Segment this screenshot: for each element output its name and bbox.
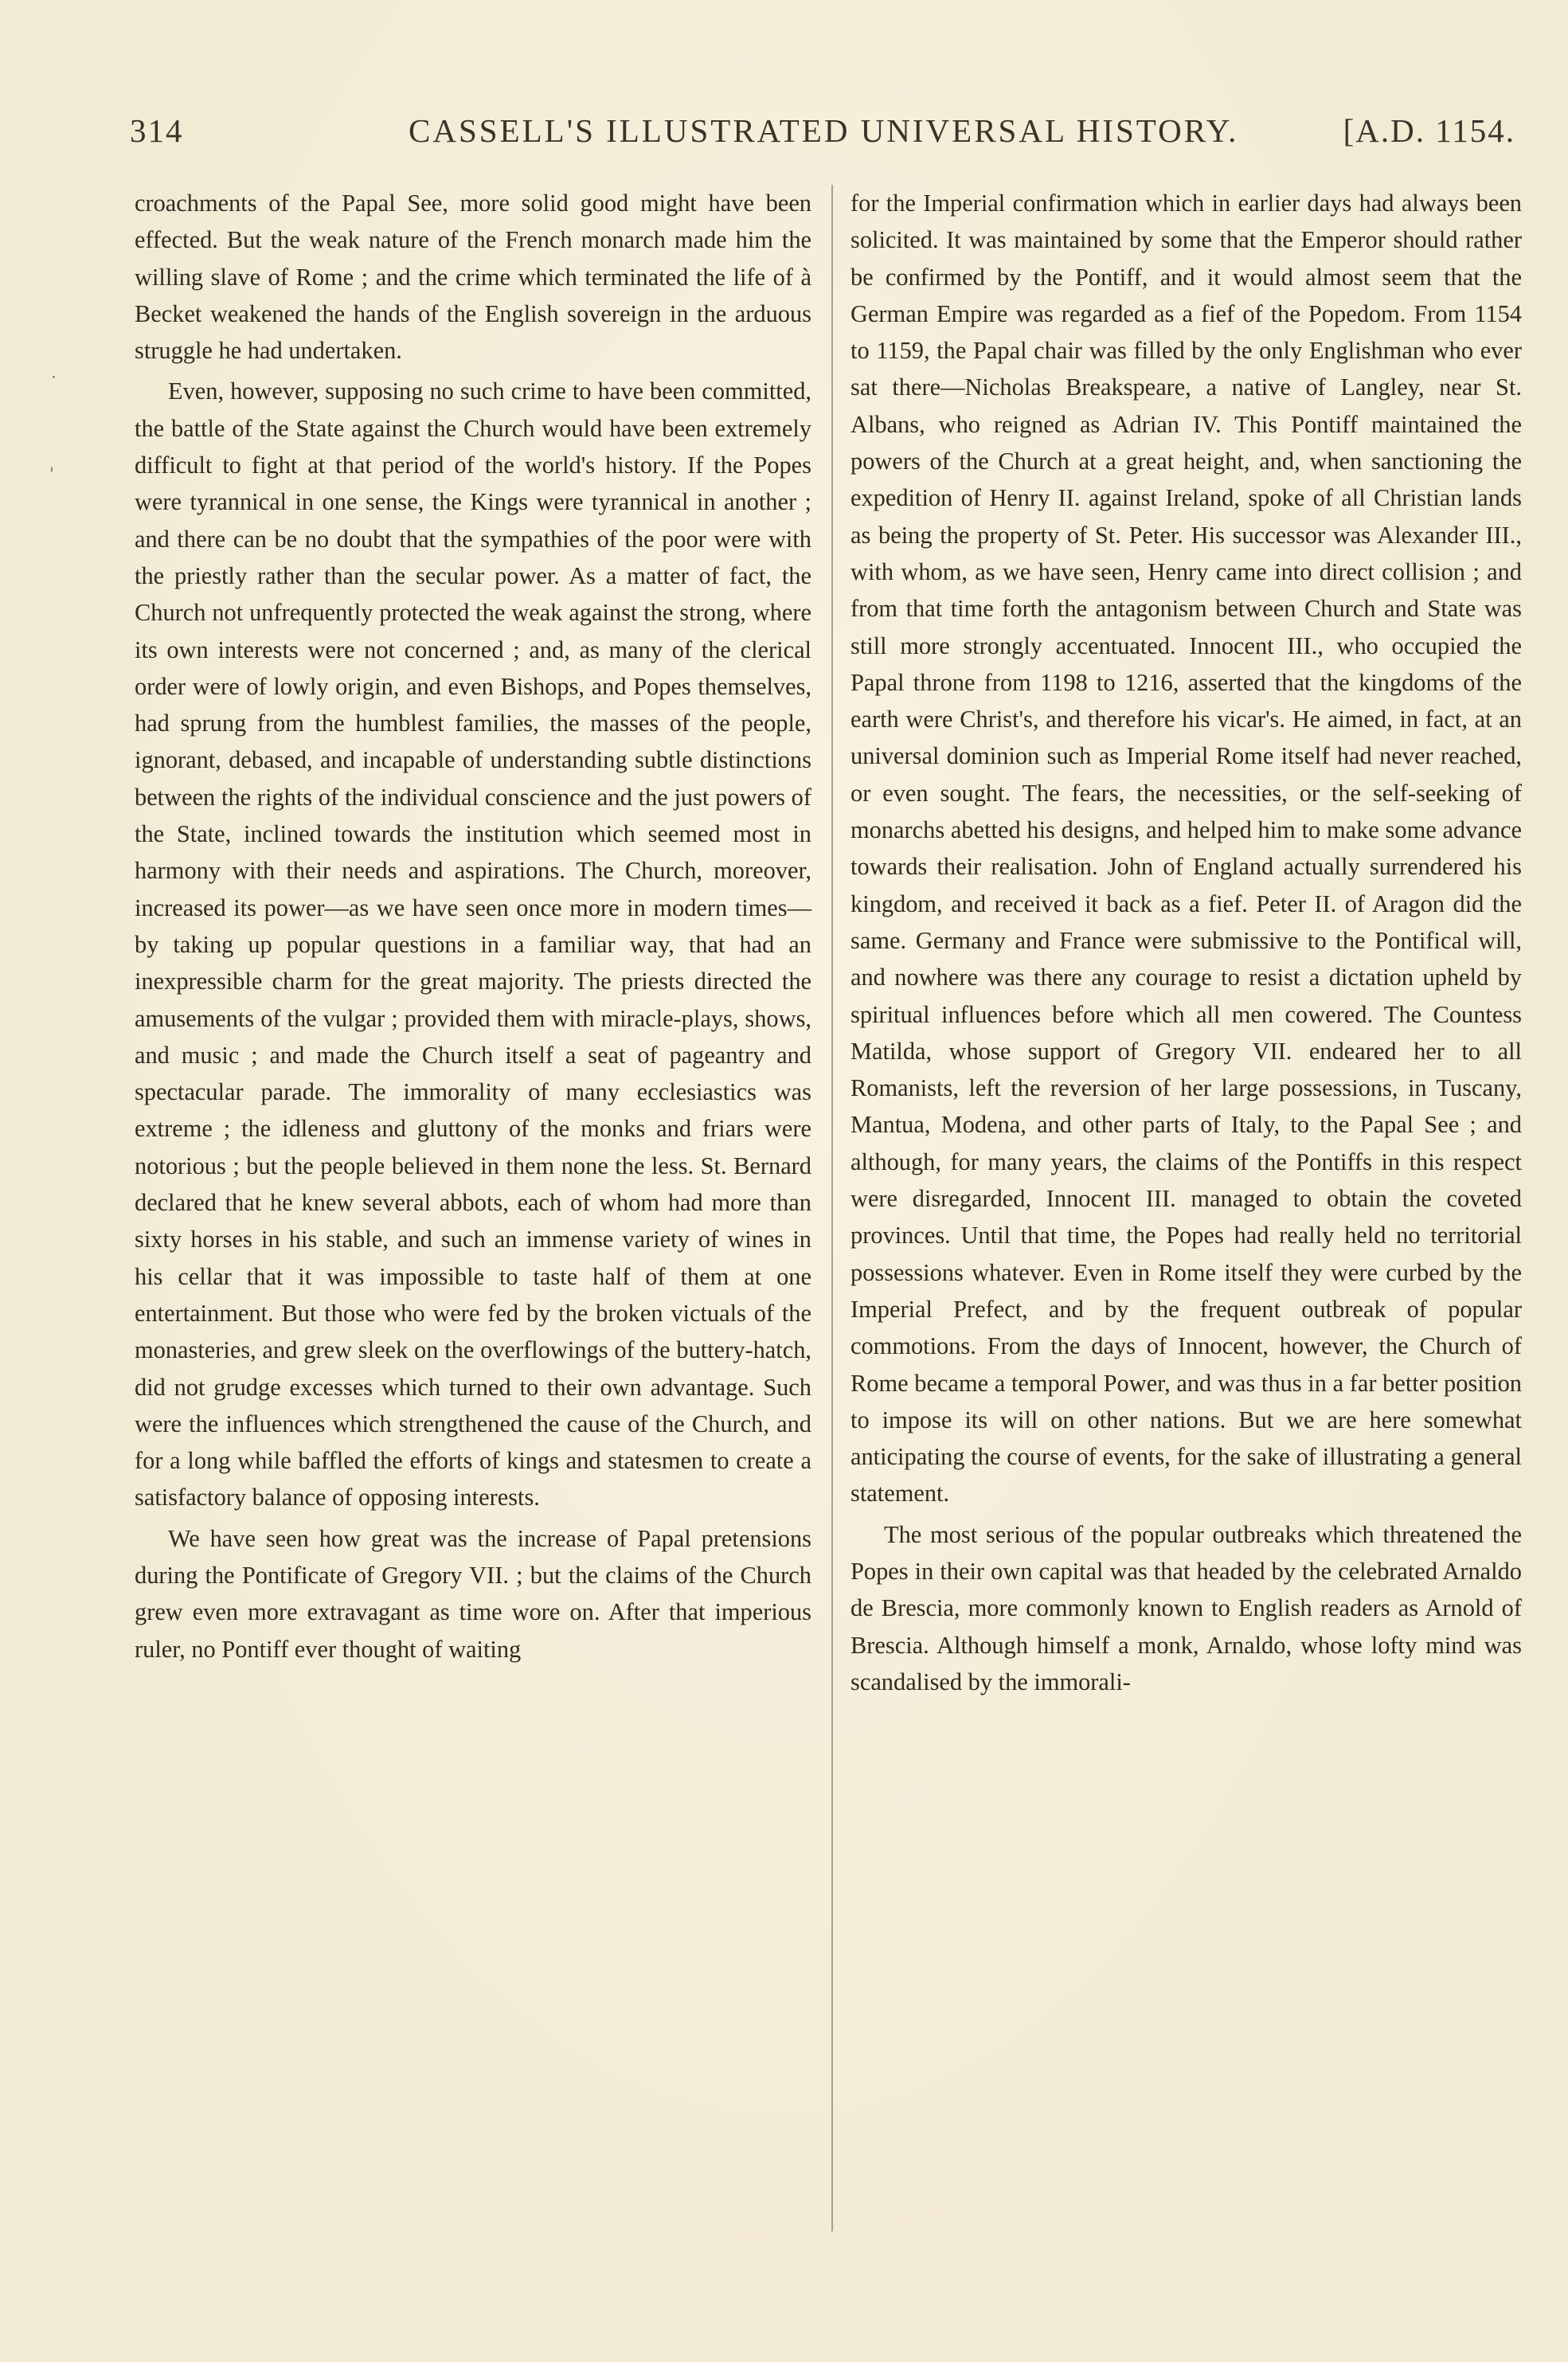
column-divider	[831, 185, 833, 2231]
right-column	[850, 185, 1522, 1700]
margin-tick-mark: ˌ	[49, 454, 55, 474]
running-title: CASSELL'S ILLUSTRATED UNIVERSAL HISTORY.	[409, 112, 1239, 149]
paragraph: Even, however, supposing no such crime to have been committed, the battle of the State against the Church would have been extremely difficult to fight at that period of the world's history. If the Popes were tyrannical in one sense, the Kings were tyrannical in another ; and there can be no doubt that the sympathies of the poor were with the priestly rather than the secular power. As a matter of fact, the Church not unfrequently protected the weak against the strong, where its own interests were not concerned ; and, as many of the clerical order were of lowly origin, and even Bishops, and Popes themselves, had sprung from the humblest families, the masses of the people, ignorant, debased, and incapable of understanding subtle distinctions between the rights of the individual conscience and the just powers of the State, inclined towards the institution which seemed most in harmony with their needs and aspirations. The Church, moreover, increased its power—as we have seen once more in modern times—by taking up popular questions in a familiar way, that had an inexpressible charm for the great majority. The priests directed the amusements of the vulgar ; provided them with miracle-plays, shows, and music ; and made the Church itself a seat of pageantry and spectacular parade. The immorality of many ecclesiastics was extreme ; the idleness and gluttony of the monks and friars were notorious ; but the people believed in them none the less. St. Bernard declared that he knew several abbots, each of whom had more than sixty horses in his stable, and such an immense variety of wines in his cellar that it was impossible to taste half of them at one entertainment. But those who were fed by the broken victuals of the monasteries, and grew sleek on the overflowings of the buttery-hatch, did not grudge excesses which turned to their own advantage. Such were the influences which strengthened the cause of the Church, and for a long while baffled the efforts of kings and statesmen to create a satisfactory balance of opposing interests.	[135, 377, 811, 1511]
left-column	[135, 185, 811, 1668]
paragraph: croachments of the Papal See, more solid good might have been effected. But the weak nature of the French monarch made him the willing slave of Rome ; and the crime which terminated the life of à Becket weakened the hands of the English sovereign in the arduous struggle he had undertaken.	[135, 190, 811, 365]
paragraph: We have seen how great was the increase of Papal pretensions during the Pontificate of Gregory VII. ; but the claims of the Church grew even more extravagant as time wore on. After that imperious ruler, no Pontiff ever thought of waiting	[135, 1524, 811, 1663]
running-head	[130, 111, 1515, 159]
running-date: [A.D. 1154.	[1343, 112, 1515, 149]
margin-tick-mark: ˙	[49, 374, 58, 394]
paragraph: for the Imperial confirmation which in earlier days had always been solicited. It was maintained by some that the Emperor should rather be confirmed by the Pontiff, and it would almost seem that the German Empire was regarded as a fief of the Popedom. From 1154 to 1159, the Papal chair was filled by the only Englishman who ever sat there—Nicholas Breakspeare, a native of Langley, near St. Albans, who reigned as Adrian IV. This Pontiff maintained the powers of the Church at a great height, and, when sanctioning the expedition of Henry II. against Ireland, spoke of all Christian lands as being the property of St. Peter. His successor was Alexander III., with whom, as we have seen, Henry came into direct collision ; and from that time forth the antagonism between Church and State was still more strongly accentuated. Innocent III., who occupied the Papal throne from 1198 to 1216, asserted that the kingdoms of the earth were Christ's, and therefore his vicar's. He aimed, in fact, at an universal dominion such as Imperial Rome itself had never reached, or even sought. The fears, the necessities, or the self-seeking of monarchs abetted his designs, and helped him to make some advance towards their realisation. John of England actually surrendered his kingdom, and received it back as a fief. Peter II. of Aragon did the same. Germany and France were submissive to the Pontifical will, and nowhere was there any courage to resist a dictation upheld by spiritual influences before which all men cowered. The Countess Matilda, whose support of Gregory VII. endeared her to all Romanists, left the reversion of her large possessions, in Tuscany, Mantua, Modena, and other parts of Italy, to the Papal See ; and although, for many years, the claims of the Pontiffs in this respect were disregarded, Innocent III. managed to obtain the coveted provinces. Until that time, the Popes had really held no territorial possessions whatever. Even in Rome itself they were curbed by the Imperial Prefect, and by the frequent outbreak of popular commotions. From the days of Innocent, however, the Church of Rome became a temporal Power, and was thus in a far better position to impose its will on other nations. But we are here somewhat anticipating the course of events, for the sake of illustrating a general statement.	[850, 190, 1522, 1508]
page-number: 314	[130, 112, 184, 149]
paragraph: The most serious of the popular outbreaks which threatened the Popes in their own capital was that headed by the celebrated Arnaldo de Brescia, more commonly known to English readers as Arnold of Brescia. Although himself a monk, Arnaldo, whose lofty mind was scandalised by the immorali-	[850, 1520, 1522, 1695]
